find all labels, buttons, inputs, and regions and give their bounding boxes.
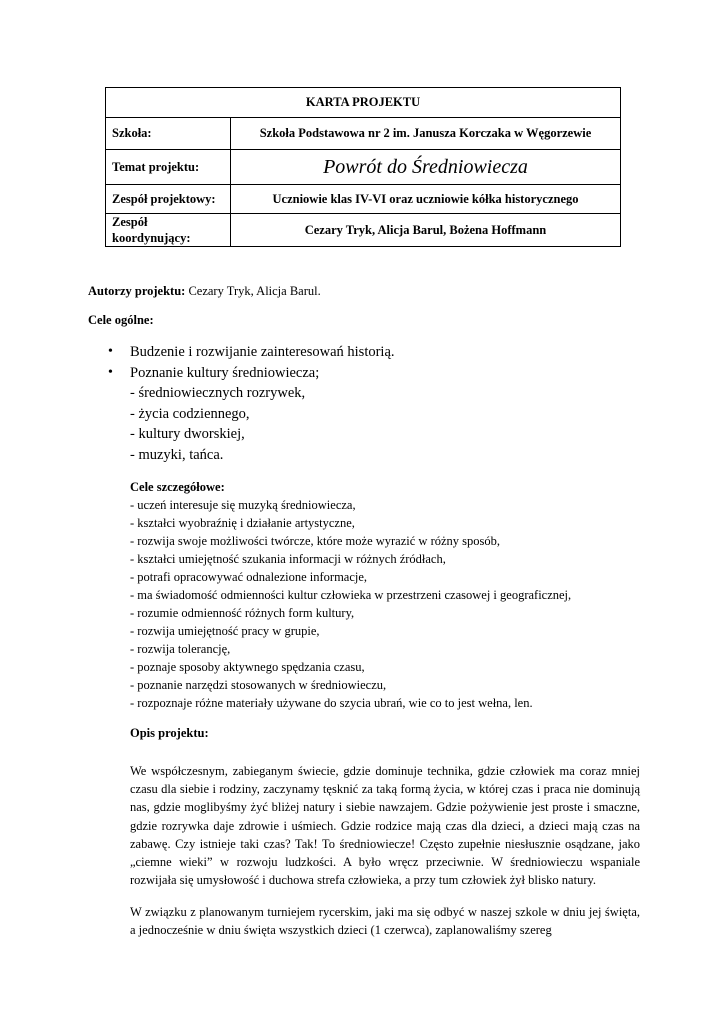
authors-line: [88, 284, 321, 299]
sub-list-item: - muzyki, tańca.: [130, 446, 224, 463]
general-goals-heading: Cele ogólne:: [88, 313, 154, 327]
list-item: • Budzenie i rozwijanie zainteresowań historią.: [108, 342, 395, 363]
coordinators-value: Cezary Tryk, Alicja Barul, Bożena Hoffmann: [231, 214, 621, 247]
sub-list-item: - życia codziennego,: [130, 405, 250, 422]
team-value: Uczniowie klas IV-VI oraz uczniowie kółka historycznego: [231, 185, 621, 214]
list-item: - ma świadomość odmienności kultur człowieka w przestrzeni czasowej i geograficznej,: [130, 588, 572, 602]
sub-list-item: - kultury dworskiej,: [130, 426, 245, 442]
card-title: KARTA PROJEKTU: [106, 88, 621, 118]
detailed-goals: [130, 478, 571, 712]
description-heading: Opis projektu:: [130, 726, 209, 740]
sub-list-item: - średniowiecznych rozrywek,: [130, 385, 306, 401]
coordinators-label-line2: koordynujący:: [112, 231, 191, 245]
list-item: - rozwija umiejętność pracy w grupie,: [130, 624, 320, 638]
table-row: [106, 214, 621, 247]
team-label: Zespół projektowy:: [106, 185, 231, 214]
school-label: Szkoła:: [106, 118, 231, 150]
coordinators-label-line1: Zespół: [112, 215, 148, 229]
detailed-goals-heading: Cele szczegółowe:: [130, 480, 225, 494]
list-item: - rozpoznaje różne materiały używane do szycia ubrań, wie co to jest wełna, len.: [130, 696, 533, 710]
list-item: - poznanie narzędzi stosowanych w średniowieczu,: [130, 678, 387, 692]
table-row: [106, 150, 621, 185]
list-item: - poznaje sposoby aktywnego spędzania czasu,: [130, 660, 365, 674]
table-row: [106, 185, 621, 214]
topic-label: Temat projektu:: [106, 150, 231, 185]
authors-label: Autorzy projektu:: [88, 284, 186, 298]
school-value: Szkoła Podstawowa nr 2 im. Janusza Korczaka w Węgorzewie: [231, 118, 621, 150]
list-item: - kształci wyobraźnię i działanie artystyczne,: [130, 516, 355, 530]
list-item: - rozumie odmienność różnych form kultury,: [130, 606, 355, 620]
project-card-table: [105, 87, 621, 247]
general-goals-list: [108, 342, 395, 465]
list-item: - uczeń interesuje się muzyką średniowiecza,: [130, 498, 356, 512]
list-item: - rozwija swoje możliwości twórcze, które może wyrazić w różny sposób,: [130, 534, 501, 548]
topic-value: Powrót do Średniowiecza: [231, 150, 621, 185]
list-item: - kształci umiejętność szukania informacji w różnych źródłach,: [130, 552, 446, 566]
coordinators-label: [106, 214, 231, 247]
authors-value: Cezary Tryk, Alicja Barul.: [185, 284, 321, 298]
list-item: - potrafi opracowywać odnalezione informacje,: [130, 570, 368, 584]
description-paragraph-2: W związku z planowanym turniejem rycerskim, jaki ma się odbyć w naszej szkole w dniu jej święta, a jednocześnie w dniu święta wszystkich dzieci (1 czerwca), zaplanowaliśmy szereg: [130, 905, 640, 938]
description-paragraph-1: We współczesnym, zabieganym świecie, gdzie dominuje technika, gdzie człowiek ma coraz mniej czasu dla siebie i rodziny, zaczynamy tęsknić za taką formą życia, w której czas i praca nie dominują nas, gdzie moglibyśmy żyć bliżej natury i siebie nawzajem. Gdzie pożywienie jest proste i smaczne, gdzie rozrywka daje zdrowie i uśmiech. Gdzie rodzice mają czas dla dzieci, a dzieci mają czas na zabawę. Czy istnieje taki czas? Tak! To średniowiecze! Często zupełnie niesłusznie osądzane, jako „ciemne wieki” w rozwoju ludzkości. A było wręcz przeciwnie. W średniowieczu wspaniale rozwijała się umysłowość i duchowa strefa człowieka, a przy tum człowiek żył blisko natury.: [130, 764, 640, 888]
list-item: • Poznanie kultury średniowiecza;: [108, 363, 395, 384]
table-row: [106, 118, 621, 150]
list-item: - rozwija tolerancję,: [130, 642, 231, 656]
